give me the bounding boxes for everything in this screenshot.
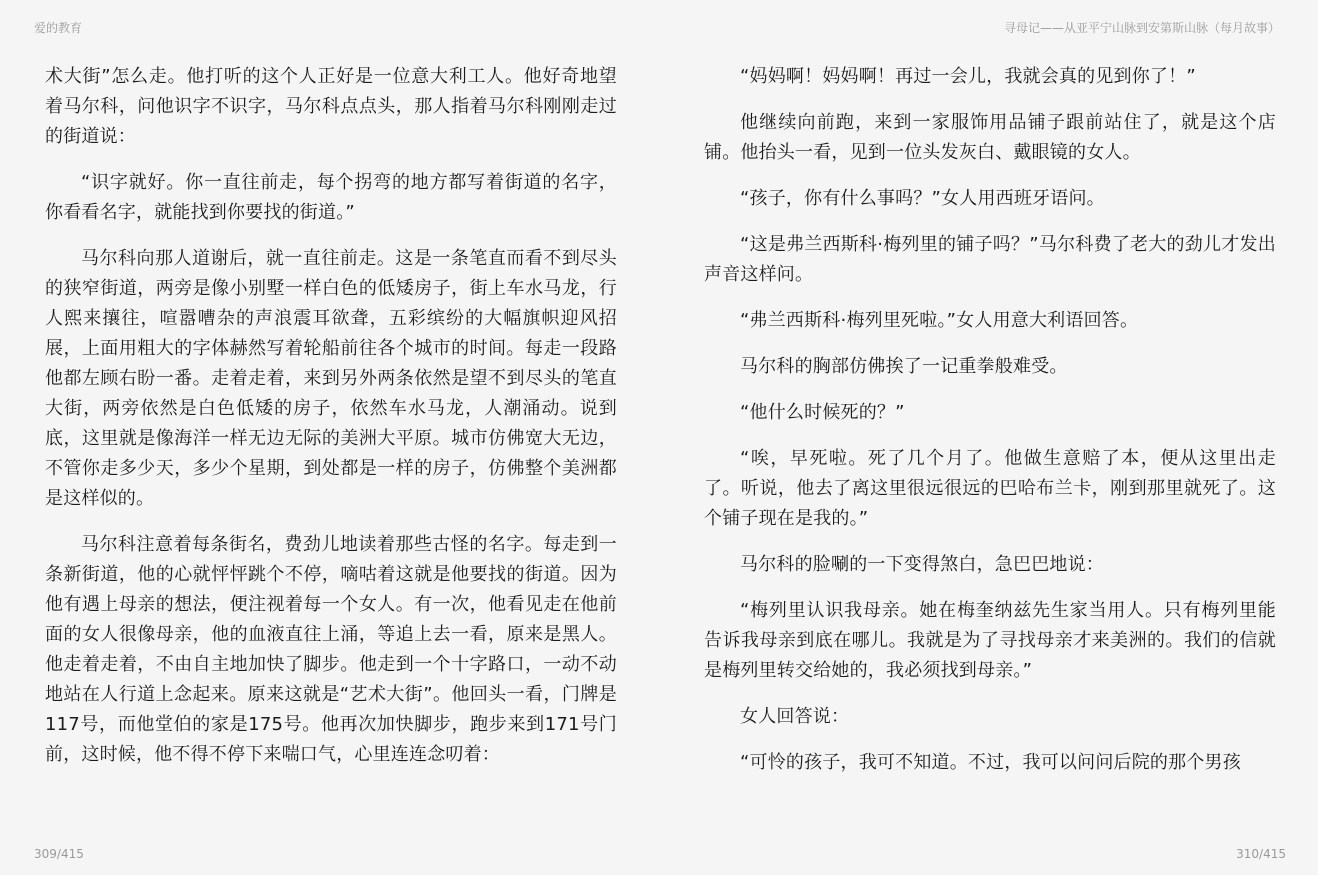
paragraph: “弗兰西斯科·梅列里死啦。”女人用意大利语回答。 [740, 310, 1139, 331]
paragraph: “他什么时候死的？” [740, 402, 905, 423]
book-title: 爱的教育 [34, 21, 83, 35]
paragraph: “可怜的孩子，我可不知道。不过，我可以问问后院的那个男孩 [740, 752, 1241, 773]
paragraph: “孩子，你有什么事吗？”女人用西班牙语问。 [740, 188, 1105, 209]
paragraph: 术大街”怎么走。他打听的这个人正好是一位意大利工人。他好奇地望着马尔科，问他识字不识字，马尔科点点头，那人指着马尔科刚刚走过的街道说： [45, 66, 617, 147]
page-number-left: 309/415 [34, 847, 84, 861]
page-number-right: 310/415 [1236, 847, 1286, 861]
paragraph: 女人回答说： [740, 706, 850, 727]
paragraph: 马尔科注意着每条街名，费劲儿地读着那些古怪的名字。每走到一条新街道，他的心就怦怦跳个不停，嘀咕着这就是他要找的街道。因为他有遇上母亲的想法，便注视着每一个女人。有一次，他看见走在他前面的女人很像母亲，他的血液直往上涌，等追上去一看，原来是黑人。他走着走着，不由自主地加快了脚步。他走到一个十字路口，一动不动地站在人行道上念起来。原来这就是“艺术大街”。他回头一看，门牌是117号，而他堂伯的家是175号。他再次加快脚步，跑步来到171号门前，这时候，他不得不停下来喘口气，心里连连念叨着： [45, 534, 617, 765]
chapter-title: 寻母记——从亚平宁山脉到安第斯山脉（每月故事） [1003, 21, 1280, 35]
paragraph: “识字就好。你一直往前走，每个拐弯的地方都写着街道的名字，你看看名字，就能找到你要找的街道。” [45, 172, 617, 223]
paragraph: “这是弗兰西斯科·梅列里的铺子吗？”马尔科费了老大的劲儿才发出声音这样问。 [704, 234, 1276, 285]
right-page-text [704, 62, 1276, 822]
paragraph: “梅列里认识我母亲。她在梅奎纳兹先生家当用人。只有梅列里能告诉我母亲到底在哪儿。我就是为了寻找母亲才来美洲的。我们的信就是梅列里转交给她的，我必须找到母亲。” [704, 600, 1276, 681]
paragraph: 马尔科的胸部仿佛挨了一记重拳般难受。 [740, 356, 1068, 377]
paragraph: “唉，早死啦。死了几个月了。他做生意赔了本，便从这里出走了。听说，他去了离这里很远很远的巴哈布兰卡，刚到那里就死了。这个铺子现在是我的。” [704, 448, 1276, 529]
paragraph: 马尔科的脸唰的一下变得煞白，急巴巴地说： [740, 554, 1104, 575]
paragraph: “妈妈啊！妈妈啊！再过一会儿，我就会真的见到你了！” [740, 66, 1196, 87]
paragraph: 他继续向前跑，来到一家服饰用品铺子跟前站住了，就是这个店铺。他抬头一看，见到一位头发灰白、戴眼镜的女人。 [704, 112, 1276, 163]
left-page-text [45, 62, 617, 822]
paragraph: 马尔科向那人道谢后，就一直往前走。这是一条笔直而看不到尽头的狭窄街道，两旁是像小别墅一样白色的低矮房子，街上车水马龙，行人熙来攘往，喧嚣嘈杂的声浪震耳欲聋，五彩缤纷的大幅旗帜迎风招展，上面用粗大的字体赫然写着轮船前往各个城市的时间。每走一段路他都左顾右盼一番。走着走着，来到另外两条依然是望不到尽头的笔直大街，两旁依然是白色低矮的房子，依然车水马龙，人潮涌动。说到底，这里就是像海洋一样无边无际的美洲大平原。城市仿佛宽大无边，不管你走多少天，多少个星期，到处都是一样的房子，仿佛整个美洲都是这样似的。 [45, 248, 617, 509]
